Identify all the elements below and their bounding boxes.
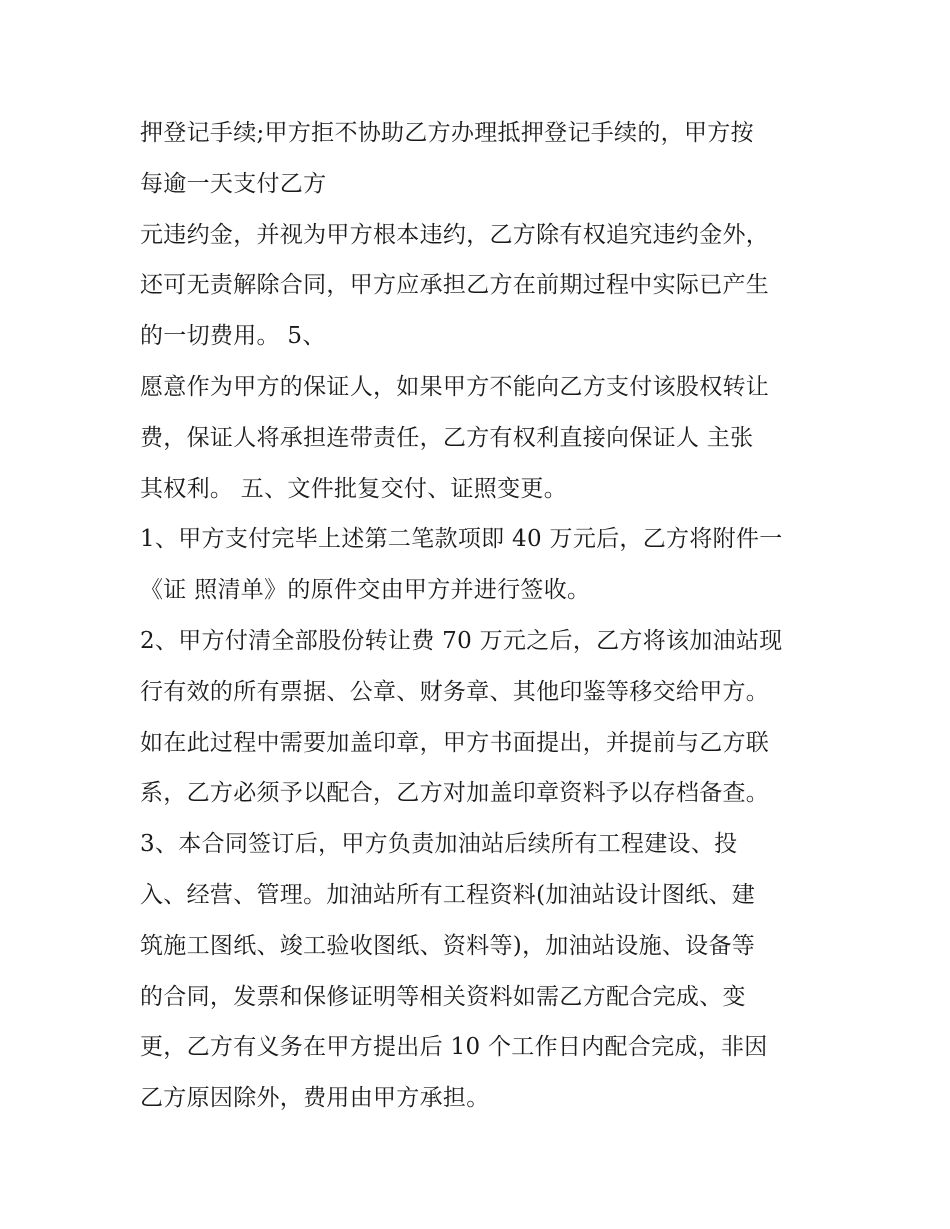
text-line: 3、本合同签订后，甲方负责加油站后续所有工程建设、投 <box>140 831 738 858</box>
text-line: 费，保证人将承担连带责任，乙方有权利直接向保证人 主张 <box>140 424 754 451</box>
text-line: 行有效的所有票据、公章、财务章、其他印鉴等移交给甲方。 <box>140 678 770 705</box>
text-line: 筑施工图纸、竣工验收图纸、资料等)，加油站设施、设备等 <box>140 932 756 959</box>
text-line: 入、经营、管理。加油站所有工程资料(加油站设计图纸、建 <box>140 881 756 908</box>
text-line: 的合同，发票和保修证明等相关资料如需乙方配合完成、变 <box>140 983 746 1010</box>
text-line: 押登记手续;甲方拒不协助乙方办理抵押登记手续的，甲方按 <box>140 120 754 146</box>
text-line: 的一切费用。 5、 <box>140 323 326 350</box>
text-line: 愿意作为甲方的保证人，如果甲方不能向乙方支付该股权转让 <box>140 373 770 400</box>
text-line: 如在此过程中需要加盖印章，甲方书面提出，并提前与乙方联 <box>140 729 770 756</box>
text-line: 《证 照清单》的原件交由甲方并进行签收。 <box>140 577 591 604</box>
text-line: 其权利。 五、文件批复交付、证照变更。 <box>140 475 568 502</box>
text-line: 还可无责解除合同，甲方应承担乙方在前期过程中实际已产生 <box>140 272 770 299</box>
document-body <box>140 108 830 1124</box>
text-line: 元违约金，并视为甲方根本违约，乙方除有权追究违约金外， <box>140 221 770 248</box>
text-line: 系，乙方必须予以配合，乙方对加盖印章资料予以存档备查。 <box>140 780 770 807</box>
text-line: 乙方原因除外，费用由甲方承担。 <box>140 1085 490 1112</box>
text-line: 1、甲方支付完毕上述第二笔款项即 40 万元后，乙方将附件一 <box>140 526 783 553</box>
text-line: 更，乙方有义务在甲方提出后 10 个工作日内配合完成，非因 <box>140 1034 768 1061</box>
text-line: 2、甲方付清全部股份转让费 70 万元之后，乙方将该加油站现 <box>140 627 783 654</box>
text-line: 每逾一天支付乙方 <box>140 170 327 197</box>
